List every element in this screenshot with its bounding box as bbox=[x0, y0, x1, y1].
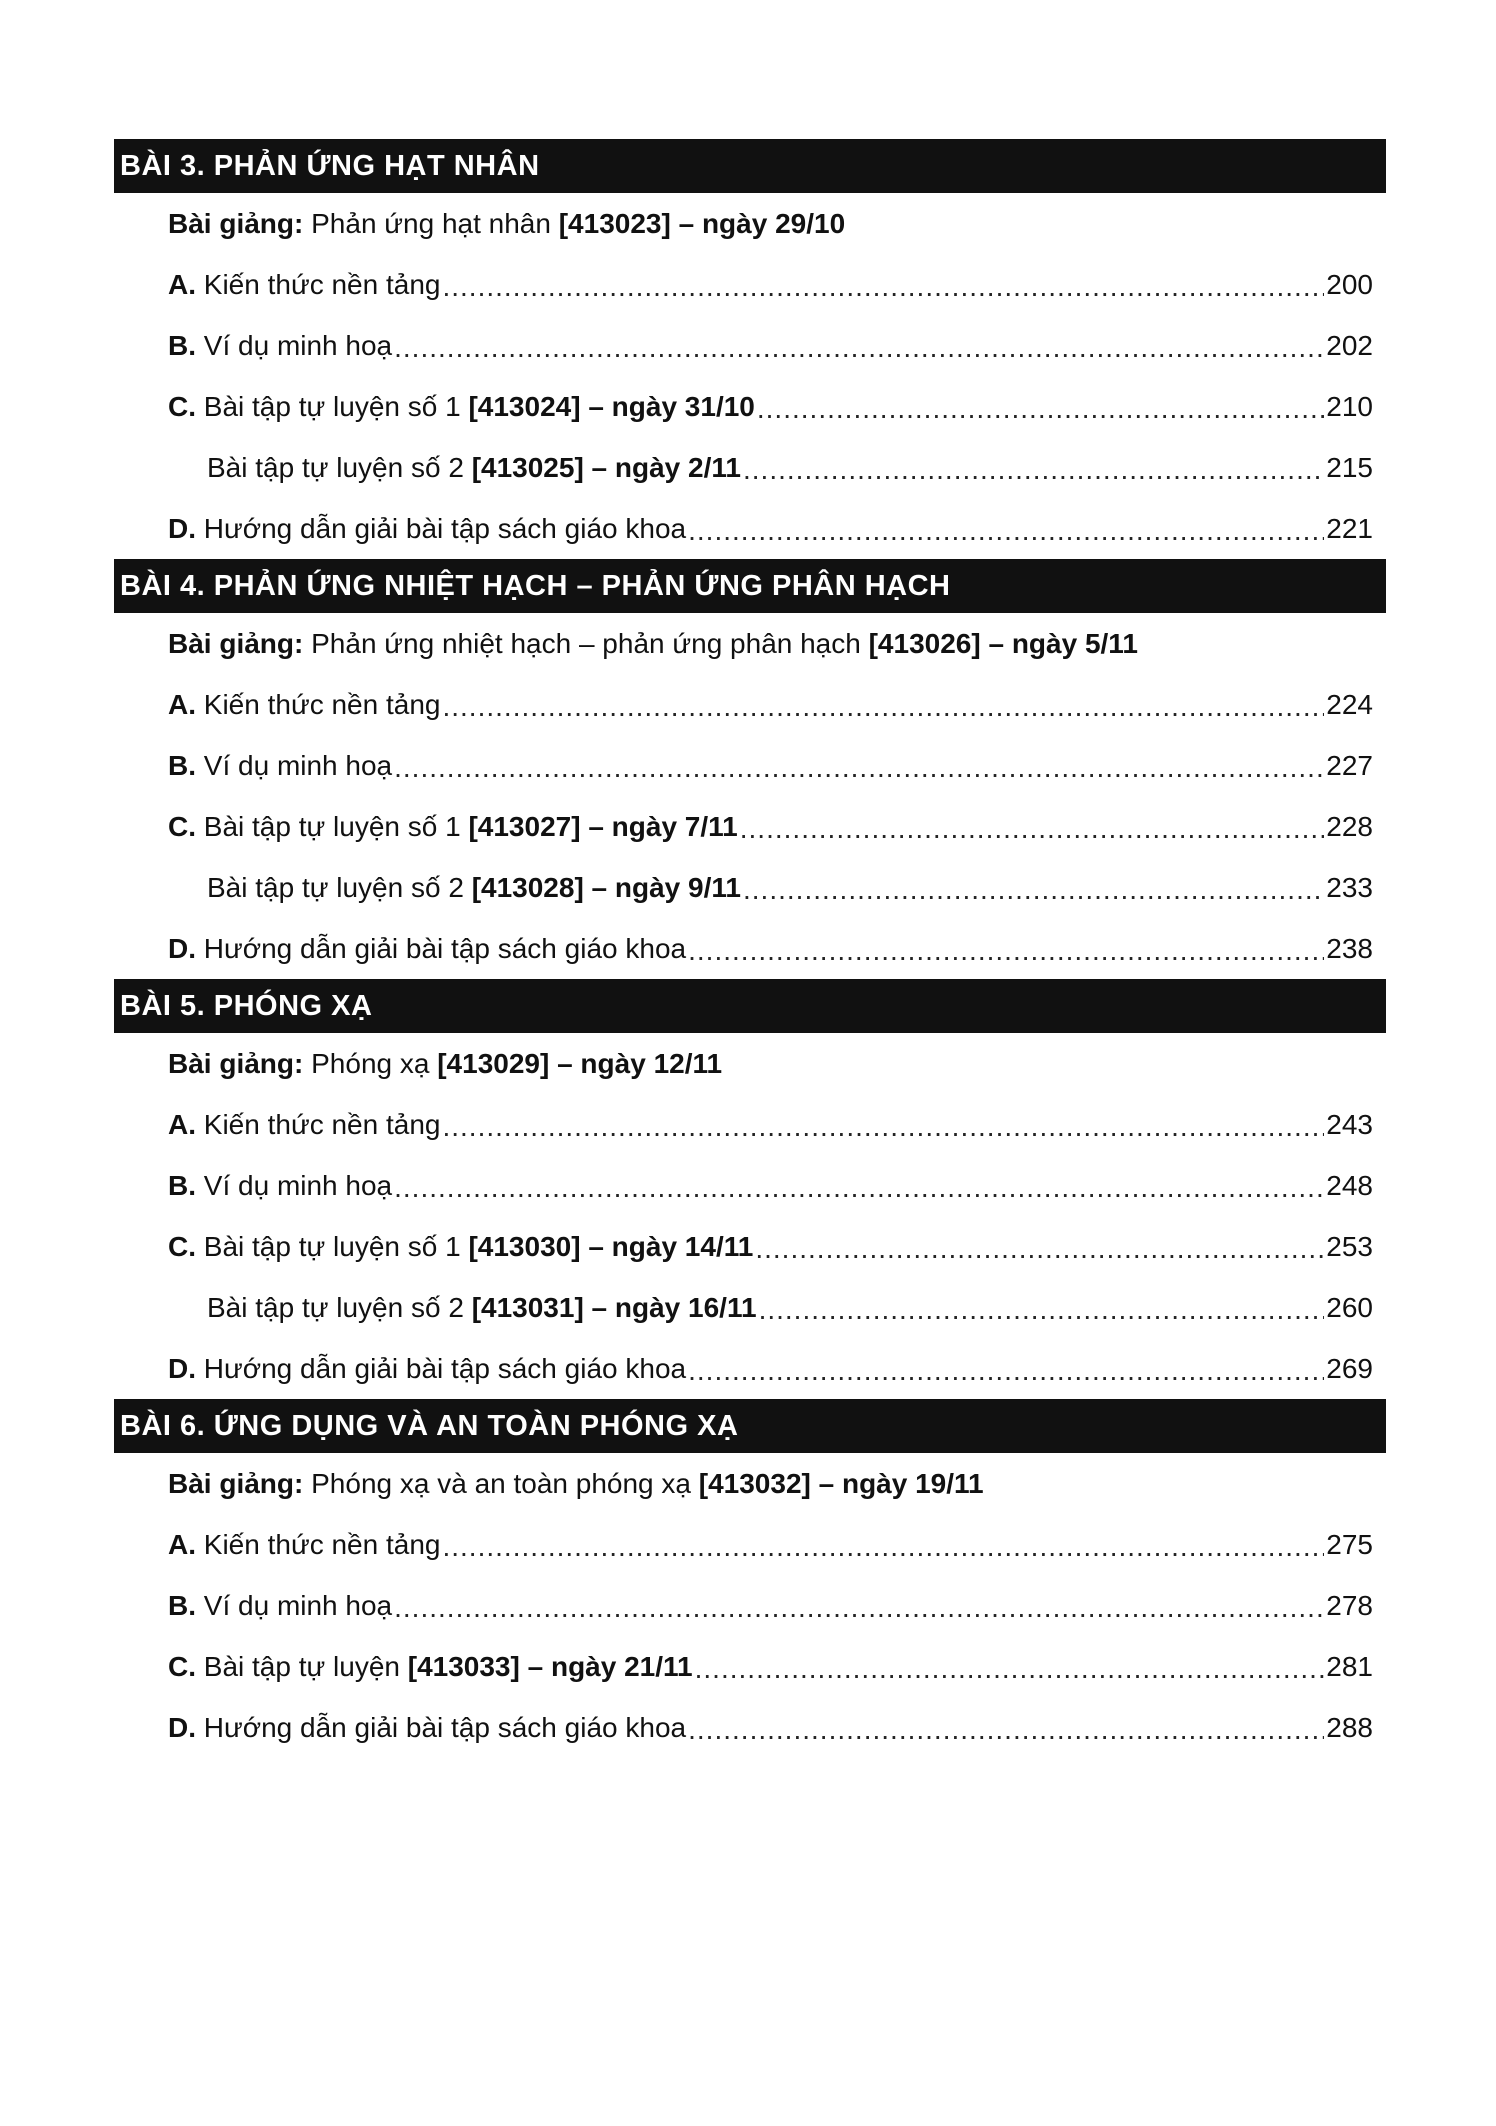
entry-label-text: Bài tập tự luyện số 1 bbox=[196, 390, 469, 422]
dot-leader bbox=[743, 454, 1324, 486]
entry-label-bold: D. bbox=[168, 512, 196, 544]
dot-leader bbox=[688, 935, 1324, 967]
page-number: 224 bbox=[1326, 688, 1373, 720]
entry-label-bold: [413029] – ngày 12/11 bbox=[437, 1047, 723, 1079]
dot-leader bbox=[442, 1531, 1324, 1563]
entry-label bbox=[168, 1048, 722, 1080]
entry-label bbox=[168, 330, 392, 362]
entry-label bbox=[168, 750, 392, 782]
entry-label-bold: D. bbox=[168, 1711, 196, 1743]
entry-label-text: Ví dụ minh hoạ bbox=[196, 749, 393, 781]
entry-label-bold: [413023] – ngày 29/10 bbox=[558, 207, 846, 239]
entry-label-bold: [413032] – ngày 19/11 bbox=[698, 1467, 984, 1499]
entry-label bbox=[168, 1529, 440, 1561]
page-number: 278 bbox=[1326, 1589, 1373, 1621]
entry-label-text: Kiến thức nền tảng bbox=[196, 1108, 441, 1140]
entry-label-text: Kiến thức nền tảng bbox=[196, 1528, 441, 1560]
entry-label-bold: [413033] – ngày 21/11 bbox=[407, 1650, 693, 1682]
dot-leader bbox=[394, 752, 1324, 784]
entry-label-text: Hướng dẫn giải bài tập sách giáo khoa bbox=[196, 1352, 687, 1384]
table-of-contents bbox=[114, 139, 1386, 1819]
dot-leader bbox=[442, 691, 1324, 723]
toc-entry[interactable] bbox=[114, 315, 1386, 376]
page-number: 269 bbox=[1326, 1352, 1373, 1384]
entry-label-text: Kiến thức nền tảng bbox=[196, 268, 441, 300]
lecture-entry[interactable] bbox=[114, 1033, 1386, 1094]
dot-leader bbox=[695, 1653, 1325, 1685]
entry-label bbox=[168, 1590, 392, 1622]
entry-label bbox=[168, 1353, 686, 1385]
entry-label-text: Hướng dẫn giải bài tập sách giáo khoa bbox=[196, 932, 687, 964]
entry-label-bold: B. bbox=[168, 1169, 196, 1201]
dot-leader bbox=[755, 1233, 1324, 1265]
toc-entry[interactable] bbox=[114, 796, 1386, 857]
entry-label-text: Phản ứng hạt nhân bbox=[303, 207, 559, 239]
entry-label-bold: D. bbox=[168, 932, 196, 964]
entry-label-text: Phản ứng nhiệt hạch – phản ứng phân hạch bbox=[303, 627, 869, 659]
page-number: 215 bbox=[1326, 451, 1373, 483]
entry-label-text: Ví dụ minh hoạ bbox=[196, 329, 393, 361]
toc-entry[interactable] bbox=[114, 1094, 1386, 1155]
dot-leader bbox=[442, 1111, 1324, 1143]
entry-label bbox=[168, 628, 1138, 660]
page-number: 281 bbox=[1326, 1650, 1373, 1682]
entry-label-bold: A. bbox=[168, 1108, 196, 1140]
toc-entry[interactable] bbox=[114, 498, 1386, 559]
entry-label-bold: B. bbox=[168, 749, 196, 781]
dot-leader bbox=[394, 1172, 1324, 1204]
entry-label bbox=[168, 1468, 984, 1500]
page-number: 243 bbox=[1326, 1108, 1373, 1140]
dot-leader bbox=[688, 515, 1324, 547]
lecture-entry[interactable] bbox=[114, 193, 1386, 254]
toc-entry[interactable] bbox=[114, 1338, 1386, 1399]
entry-label-text: Bài tập tự luyện bbox=[196, 1650, 408, 1682]
entry-label-text: Hướng dẫn giải bài tập sách giáo khoa bbox=[196, 1711, 687, 1743]
entry-label bbox=[207, 452, 741, 484]
entry-label-bold: [413027] – ngày 7/11 bbox=[468, 810, 738, 842]
entry-label-bold: B. bbox=[168, 329, 196, 361]
entry-label-bold: C. bbox=[168, 1650, 196, 1682]
entry-label bbox=[207, 872, 741, 904]
entry-label bbox=[168, 1651, 693, 1683]
entry-label-bold: [413030] – ngày 14/11 bbox=[468, 1230, 754, 1262]
toc-section bbox=[114, 1399, 1386, 1819]
lecture-entry[interactable] bbox=[114, 1453, 1386, 1514]
section-heading: BÀI 5. PHÓNG XẠ bbox=[114, 979, 1386, 1033]
entry-label bbox=[168, 391, 755, 423]
page-number: 227 bbox=[1326, 749, 1373, 781]
toc-entry[interactable] bbox=[114, 1277, 1386, 1338]
toc-entry[interactable] bbox=[114, 735, 1386, 796]
entry-label bbox=[168, 1231, 753, 1263]
entry-label-bold: B. bbox=[168, 1589, 196, 1621]
dot-leader bbox=[394, 1592, 1324, 1624]
entry-label-bold: A. bbox=[168, 688, 196, 720]
dot-leader bbox=[757, 393, 1324, 425]
toc-entry[interactable] bbox=[114, 1155, 1386, 1216]
toc-entry[interactable] bbox=[114, 437, 1386, 498]
entry-label bbox=[168, 269, 440, 301]
toc-entry[interactable] bbox=[114, 254, 1386, 315]
lecture-entry[interactable] bbox=[114, 613, 1386, 674]
dot-leader bbox=[743, 874, 1324, 906]
entry-label-bold: [413026] – ngày 5/11 bbox=[868, 627, 1138, 659]
page-number: 238 bbox=[1326, 932, 1373, 964]
entry-label bbox=[207, 1292, 757, 1324]
entry-label-bold: Bài giảng: bbox=[168, 1047, 304, 1079]
entry-label bbox=[168, 1109, 440, 1141]
toc-entry[interactable] bbox=[114, 918, 1386, 979]
page-number: 248 bbox=[1326, 1169, 1373, 1201]
entry-label-text: Phóng xạ và an toàn phóng xạ bbox=[303, 1467, 699, 1499]
toc-section bbox=[114, 139, 1386, 559]
entry-label-bold: C. bbox=[168, 390, 196, 422]
page-number: 288 bbox=[1326, 1711, 1373, 1743]
section-heading: BÀI 3. PHẢN ỨNG HẠT NHÂN bbox=[114, 139, 1386, 193]
dot-leader bbox=[394, 332, 1324, 364]
entry-label-bold: A. bbox=[168, 1528, 196, 1560]
entry-label-bold: D. bbox=[168, 1352, 196, 1384]
entry-label-text: Phóng xạ bbox=[303, 1047, 438, 1079]
entry-label-text: Bài tập tự luyện số 2 bbox=[207, 871, 472, 903]
entry-label-text: Bài tập tự luyện số 1 bbox=[196, 810, 469, 842]
entry-label-bold: A. bbox=[168, 268, 196, 300]
entry-label bbox=[168, 1712, 686, 1744]
entry-label bbox=[168, 689, 440, 721]
page-number: 253 bbox=[1326, 1230, 1373, 1262]
toc-entry[interactable] bbox=[114, 1514, 1386, 1575]
dot-leader bbox=[759, 1294, 1325, 1326]
entry-label bbox=[168, 513, 686, 545]
entry-label-bold: [413028] – ngày 9/11 bbox=[471, 871, 741, 903]
entry-label bbox=[168, 208, 845, 240]
dot-leader bbox=[688, 1714, 1324, 1746]
page-number: 228 bbox=[1326, 810, 1373, 842]
page-number: 200 bbox=[1326, 268, 1373, 300]
entry-label-text: Ví dụ minh hoạ bbox=[196, 1589, 393, 1621]
page-number: 221 bbox=[1326, 512, 1373, 544]
page-number: 202 bbox=[1326, 329, 1373, 361]
dot-leader bbox=[740, 813, 1325, 845]
entry-label-text: Bài tập tự luyện số 1 bbox=[196, 1230, 469, 1262]
entry-label-bold: C. bbox=[168, 1230, 196, 1262]
toc-entry[interactable] bbox=[114, 857, 1386, 918]
toc-entry[interactable] bbox=[114, 674, 1386, 735]
entry-label bbox=[168, 811, 738, 843]
toc-section bbox=[114, 559, 1386, 979]
dot-leader bbox=[688, 1355, 1324, 1387]
page-number: 233 bbox=[1326, 871, 1373, 903]
page-number: 260 bbox=[1326, 1291, 1373, 1323]
toc-entry[interactable] bbox=[114, 1575, 1386, 1636]
entry-label-bold: [413024] – ngày 31/10 bbox=[468, 390, 755, 422]
entry-label-text: Bài tập tự luyện số 2 bbox=[207, 1291, 472, 1323]
page-number: 275 bbox=[1326, 1528, 1373, 1560]
entry-label-bold: [413031] – ngày 16/11 bbox=[471, 1291, 757, 1323]
entry-label-bold: Bài giảng: bbox=[168, 207, 304, 239]
page-number: 210 bbox=[1326, 390, 1373, 422]
entry-label-text: Kiến thức nền tảng bbox=[196, 688, 441, 720]
entry-label-bold: C. bbox=[168, 810, 196, 842]
entry-label-bold: Bài giảng: bbox=[168, 627, 304, 659]
toc-section bbox=[114, 979, 1386, 1399]
section-heading: BÀI 4. PHẢN ỨNG NHIỆT HẠCH – PHẢN ỨNG PHÂN HẠCH bbox=[114, 559, 1386, 613]
entry-label bbox=[168, 933, 686, 965]
entry-label-text: Bài tập tự luyện số 2 bbox=[207, 451, 472, 483]
toc-entry[interactable] bbox=[114, 1216, 1386, 1277]
section-heading: BÀI 6. ỨNG DỤNG VÀ AN TOÀN PHÓNG XẠ bbox=[114, 1399, 1386, 1453]
entry-label-text: Ví dụ minh hoạ bbox=[196, 1169, 393, 1201]
toc-entry[interactable] bbox=[114, 376, 1386, 437]
dot-leader bbox=[442, 271, 1324, 303]
entry-label bbox=[168, 1170, 392, 1202]
entry-label-bold: [413025] – ngày 2/11 bbox=[471, 451, 741, 483]
entry-label-text: Hướng dẫn giải bài tập sách giáo khoa bbox=[196, 512, 687, 544]
entry-label-bold: Bài giảng: bbox=[168, 1467, 304, 1499]
toc-entry[interactable] bbox=[114, 1697, 1386, 1758]
toc-entry[interactable] bbox=[114, 1636, 1386, 1697]
